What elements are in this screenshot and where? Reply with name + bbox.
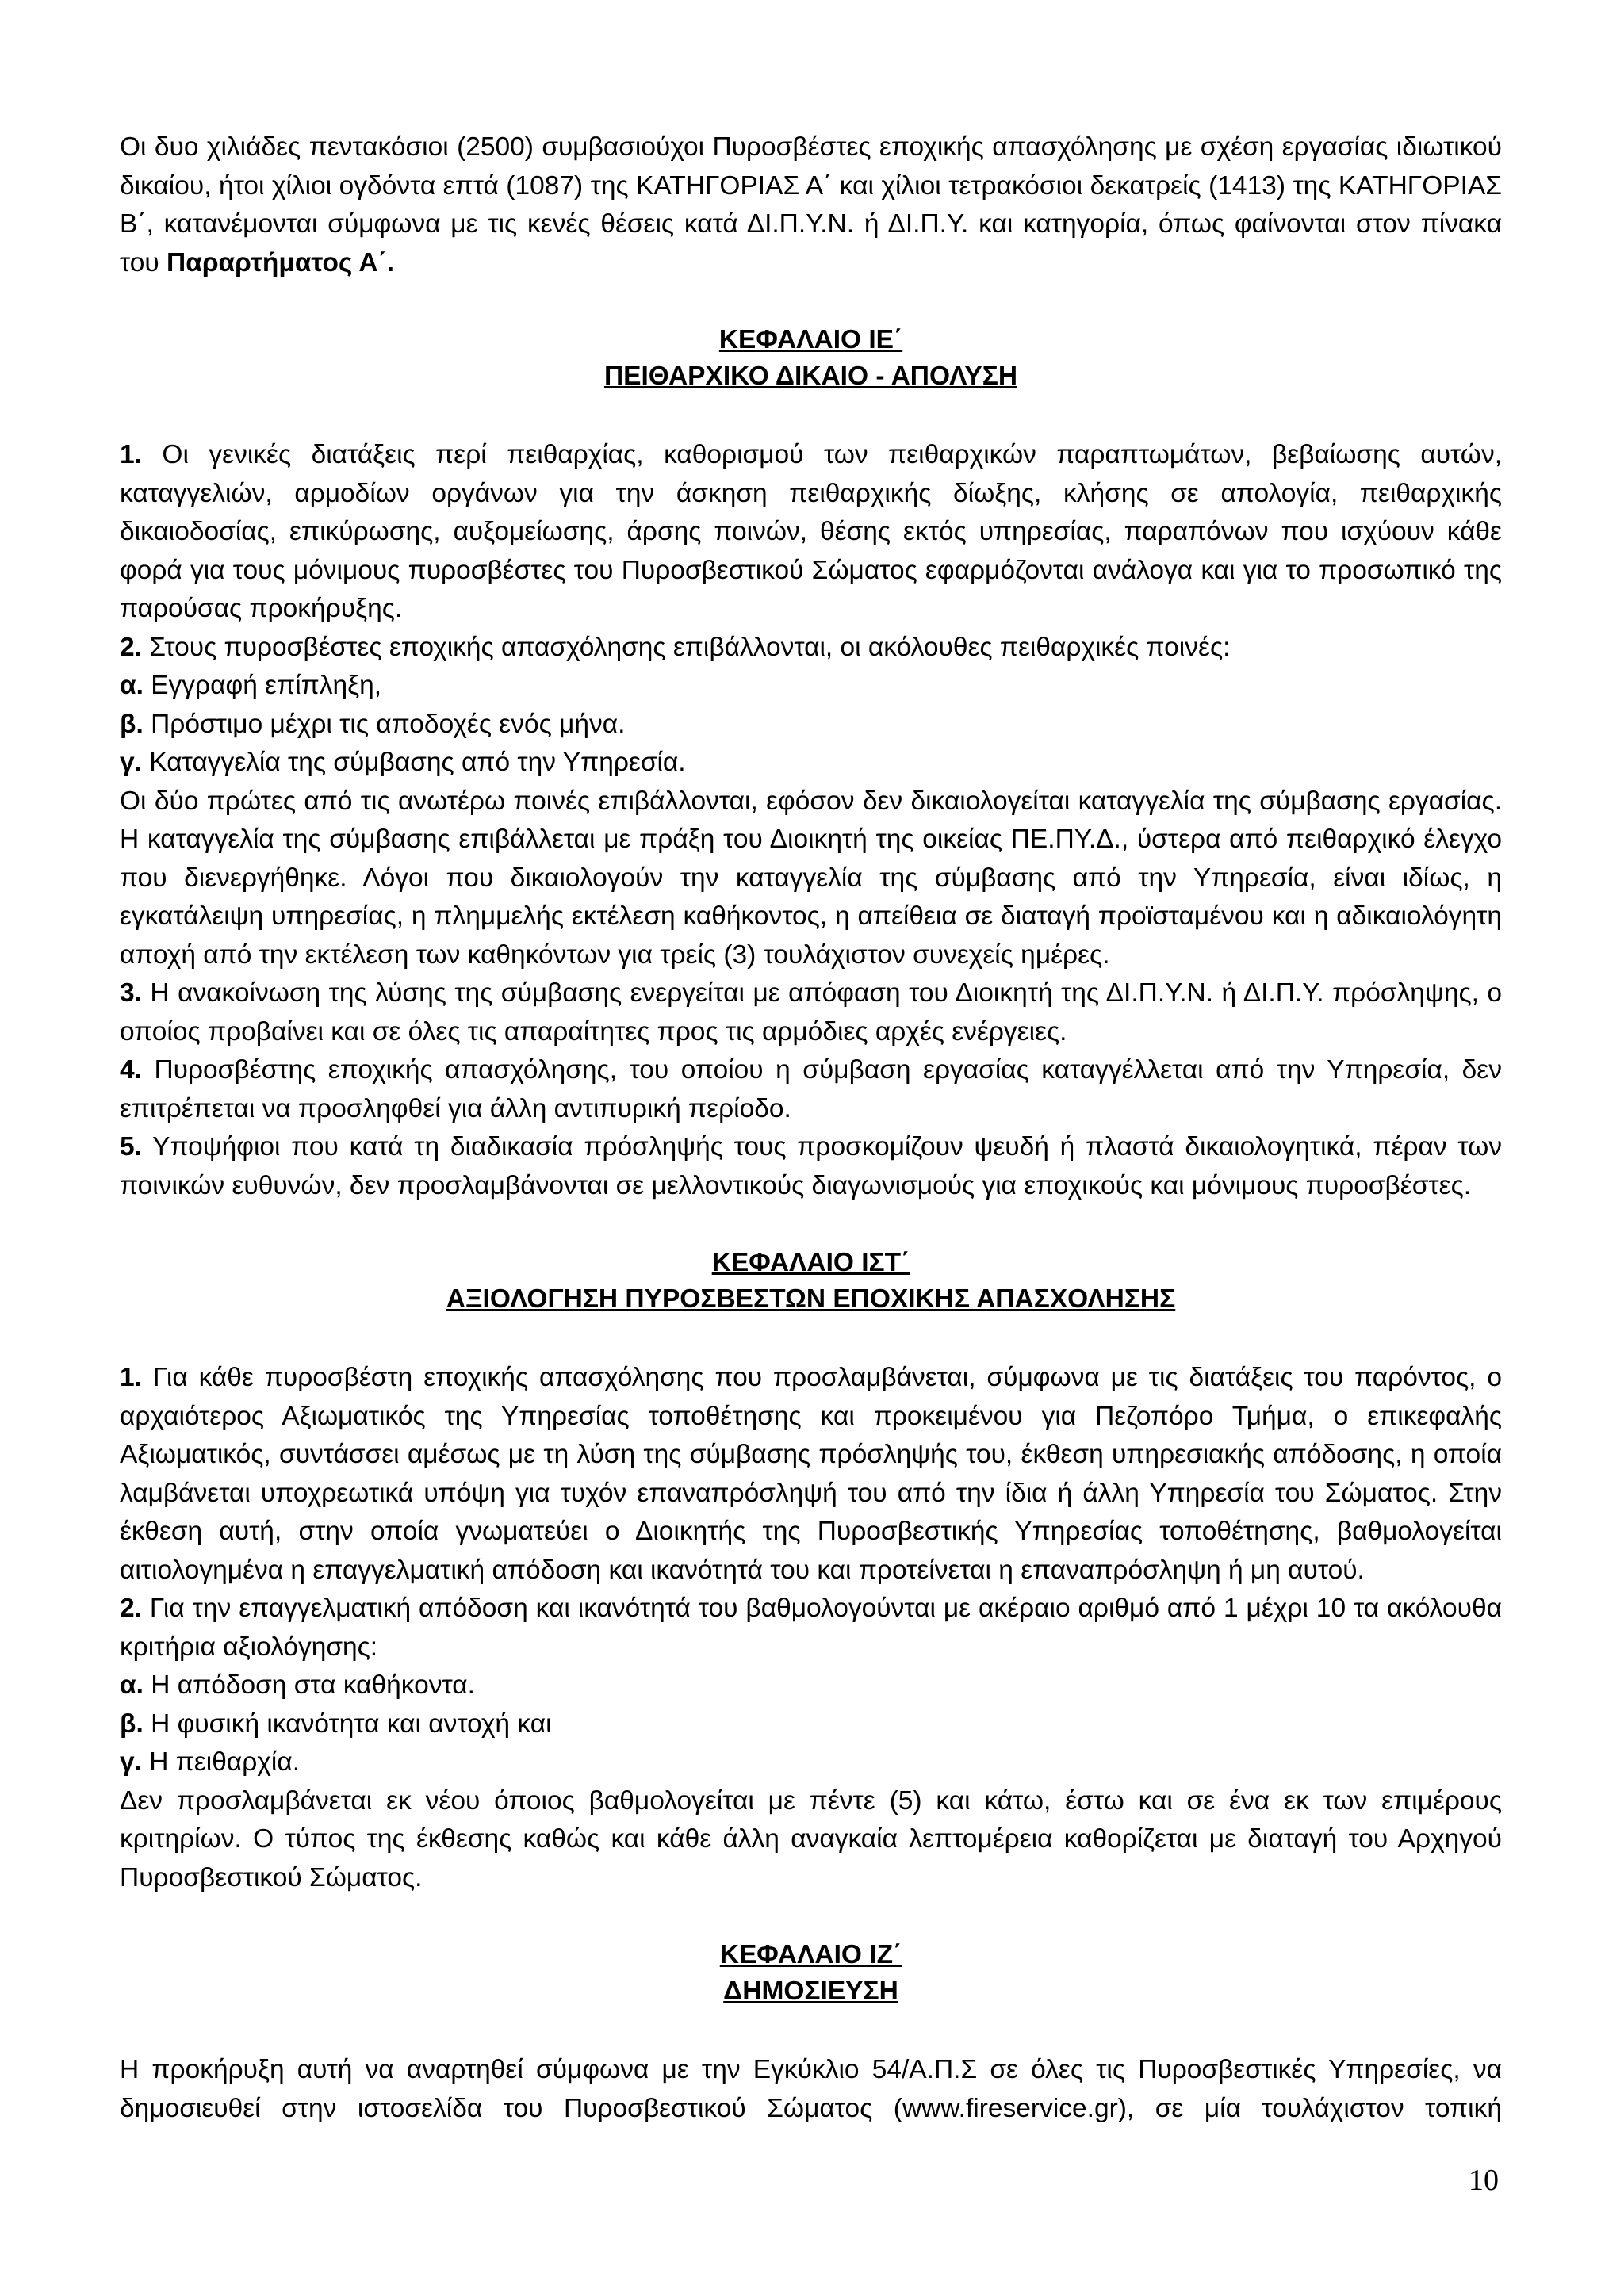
chapter15-subtitle: ΠΕΙΘΑΡΧΙΚΟ ΔΙΚΑΙΟ - ΑΠΟΛΥΣΗ xyxy=(603,362,1018,391)
ch16-item-b: β. Η φυσική ικανότητα και αντοχή και xyxy=(120,1709,552,1739)
page-number: 10 xyxy=(1469,2164,1499,2197)
ch15-paragraph-4: 4. Πυροσβέστης εποχικής απασχόλησης, του οποίου η σύμβαση εργασίας καταγγέλλεται από την Υπηρεσία, δεν επιτρέπεται να προσληφθεί για άλλη αντιπυρική περίοδο. xyxy=(120,1055,1502,1123)
document-body xyxy=(120,128,1502,2128)
chapter16-title: ΚΕΦΑΛΑΙΟ ΙΣΤ΄ xyxy=(711,1248,910,1277)
ch15-paragraph-3: 3. Η ανακοίνωση της λύσης της σύμβασης ενεργείται με απόφαση του Διοικητή της ΔΙ.Π.Υ.Ν. ή ΔΙ.Π.Υ. πρόσληψης, ο οποίος προβαίνει και σε όλες τις απαραίτητες προς τις αρμόδιες αρχές ενέργειες. xyxy=(120,978,1502,1047)
ch15-paragraph-2: 2. Στους πυροσβέστες εποχικής απασχόλησης επιβάλλονται, οι ακόλουθες πειθαρχικές ποινές: xyxy=(120,632,1231,662)
ch16-item-c: γ. Η πειθαρχία. xyxy=(120,1747,301,1777)
ch15-item-c: γ. Καταγγελία της σύμβασης από την Υπηρεσία. xyxy=(120,748,686,777)
chapter15-title: ΚΕΦΑΛΑΙΟ ΙΕ΄ xyxy=(718,325,903,354)
chapter17-subtitle: ΔΗΜΟΣΙΕΥΣΗ xyxy=(723,1976,898,2006)
ch16-item-a: α. Η απόδοση στα καθήκοντα. xyxy=(120,1670,475,1700)
ch15-paragraph-1: 1. Οι γενικές διατάξεις περί πειθαρχίας, καθορισμού των πειθαρχικών παραπτωμάτων, βεβαίωσης αυτών, καταγγελιών, αρμοδίων οργάνων για την άσκηση πειθαρχικής δίωξης, κλήσης σε απολογία, πειθαρχικής δικαιοδοσίας, επικύρωσης, αυξομείωσης, άρσης ποινών, θέσης εκτός υπηρεσίας, παραπόνων που ισχύουν κάθε φορά για τους μόνιμους πυροσβέστες του Πυροσβεστικού Σώματος εφαρμόζονται ανάλογα και για το προσωπικό της παρούσας προκήρυξης. xyxy=(120,440,1502,623)
ch17-paragraph-1: Η προκήρυξη αυτή να αναρτηθεί σύμφωνα με την Εγκύκλιο 54/Α.Π.Σ σε όλες τις Πυροσβεστικές Υπηρεσίες, να δημοσιευθεί στην ιστοσελίδα του Πυροσβεστικού Σώματος (www.fireservice.gr), σε μία τουλάχιστον τοπική xyxy=(120,2055,1502,2123)
ch15-paragraph-5: 5. Υποψήφιοι που κατά τη διαδικασία πρόσληψής τους προσκομίζουν ψευδή ή πλαστά δικαιολογητικά, πέραν των ποινικών ευθυνών, δεν προσλαμβάνονται σε μελλοντικούς διαγωνισμούς για εποχικούς και μόνιμους πυροσβέστες. xyxy=(120,1132,1502,1200)
ch15-item-b: β. Πρόστιμο μέχρι τις αποδοχές ενός μήνα. xyxy=(120,709,626,739)
chapter17-title: ΚΕΦΑΛΑΙΟ ΙΖ΄ xyxy=(719,1940,902,1969)
intro-paragraph: Οι δυο χιλιάδες πεντακόσιοι (2500) συμβασιούχοι Πυροσβέστες εποχικής απασχόλησης με σχέση εργασίας ιδιωτικού δικαίου, ήτοι χίλιοι ογδόντα επτά (1087) της ΚΑΤΗΓΟΡΙΑΣ Α΄ και χίλιοι τετρακόσιοι δεκατρείς (1413) της ΚΑΤΗΓΟΡΙΑΣ Β΄, κατανέμονται σύμφωνα με τις κενές θέσεις κατά ΔΙ.Π.Υ.Ν. ή ΔΙ.Π.Υ. και κατηγορία, όπως φαίνονται στον πίνακα του Παραρτήματος Α΄. xyxy=(120,132,1502,277)
intro-bold-annex: Παραρτήματος Α΄. xyxy=(167,247,395,277)
ch16-paragraph-2-rest: Δεν προσλαμβάνεται εκ νέου όποιος βαθμολογείται με πέντε (5) και κάτω, έστω και σε ένα εκ των επιμέρους κριτηρίων. Ο τύπος της έκθεσης καθώς και κάθε άλλη αναγκαία λεπτομέρεια καθορίζεται με διαταγή του Αρχηγού Πυροσβεστικού Σώματος. xyxy=(120,1785,1502,1892)
ch15-paragraph-2-rest: Οι δύο πρώτες από τις ανωτέρω ποινές επιβάλλονται, εφόσον δεν δικαιολογείται καταγγελία της σύμβασης εργασίας. Η καταγγελία της σύμβασης επιβάλλεται με πράξη του Διοικητή της οικείας ΠΕ.ΠΥ.Δ., ύστερα από πειθαρχικό έλεγχο που διενεργήθηκε. Λόγοι που δικαιολογούν την καταγγελία της σύμβασης από την Υπηρεσία, είναι ιδίως, η εγκατάλειψη υπηρεσίας, η πλημμελής εκτέλεση καθήκοντος, η απείθεια σε διαταγή προϊσταμένου και η αδικαιολόγητη αποχή από την εκτέλεση των καθηκόντων για τρείς (3) τουλάχιστον συνεχείς ημέρες. xyxy=(120,786,1502,970)
ch16-paragraph-2: 2. Για την επαγγελματική απόδοση και ικανότητά του βαθμολογούνται με ακέραιο αριθμό από 1 μέχρι 10 τα ακόλουθα κριτήρια αξιολόγησης: xyxy=(120,1594,1502,1662)
ch15-item-a: α. Εγγραφή επίπληξη, xyxy=(120,671,382,700)
ch16-paragraph-1: 1. Για κάθε πυροσβέστη εποχικής απασχόλησης που προσλαμβάνεται, σύμφωνα με τις διατάξεις του παρόντος, ο αρχαιότερος Αξιωματικός της Υπηρεσίας τοποθέτησης και προκειμένου για Πεζοπόρο Τμήμα, ο επικεφαλής Αξιωματικός, συντάσσει αμέσως με τη λύση της σύμβασης πρόσληψής του, έκθεση υπηρεσιακής απόδοσης, η οποία λαμβάνεται υποχρεωτικά υπόψη για τυχόν επαναπρόσληψή του από την ίδια ή άλλη Υπηρεσία του Σώματος. Στην έκθεση αυτή, στην οποία γνωματεύει ο Διοικητής της Πυροσβεστικής Υπηρεσίας τοποθέτησης, βαθμολογείται αιτιολογημένα η επαγγελματική απόδοση και ικανότητά του και προτείνεται η επαναπρόσληψη ή μη αυτού. xyxy=(120,1363,1502,1585)
chapter16-subtitle: ΑΞΙΟΛΟΓΗΣΗ ΠΥΡΟΣΒΕΣΤΩΝ ΕΠΟΧΙΚΗΣ ΑΠΑΣΧΟΛΗΣΗΣ xyxy=(446,1284,1176,1314)
